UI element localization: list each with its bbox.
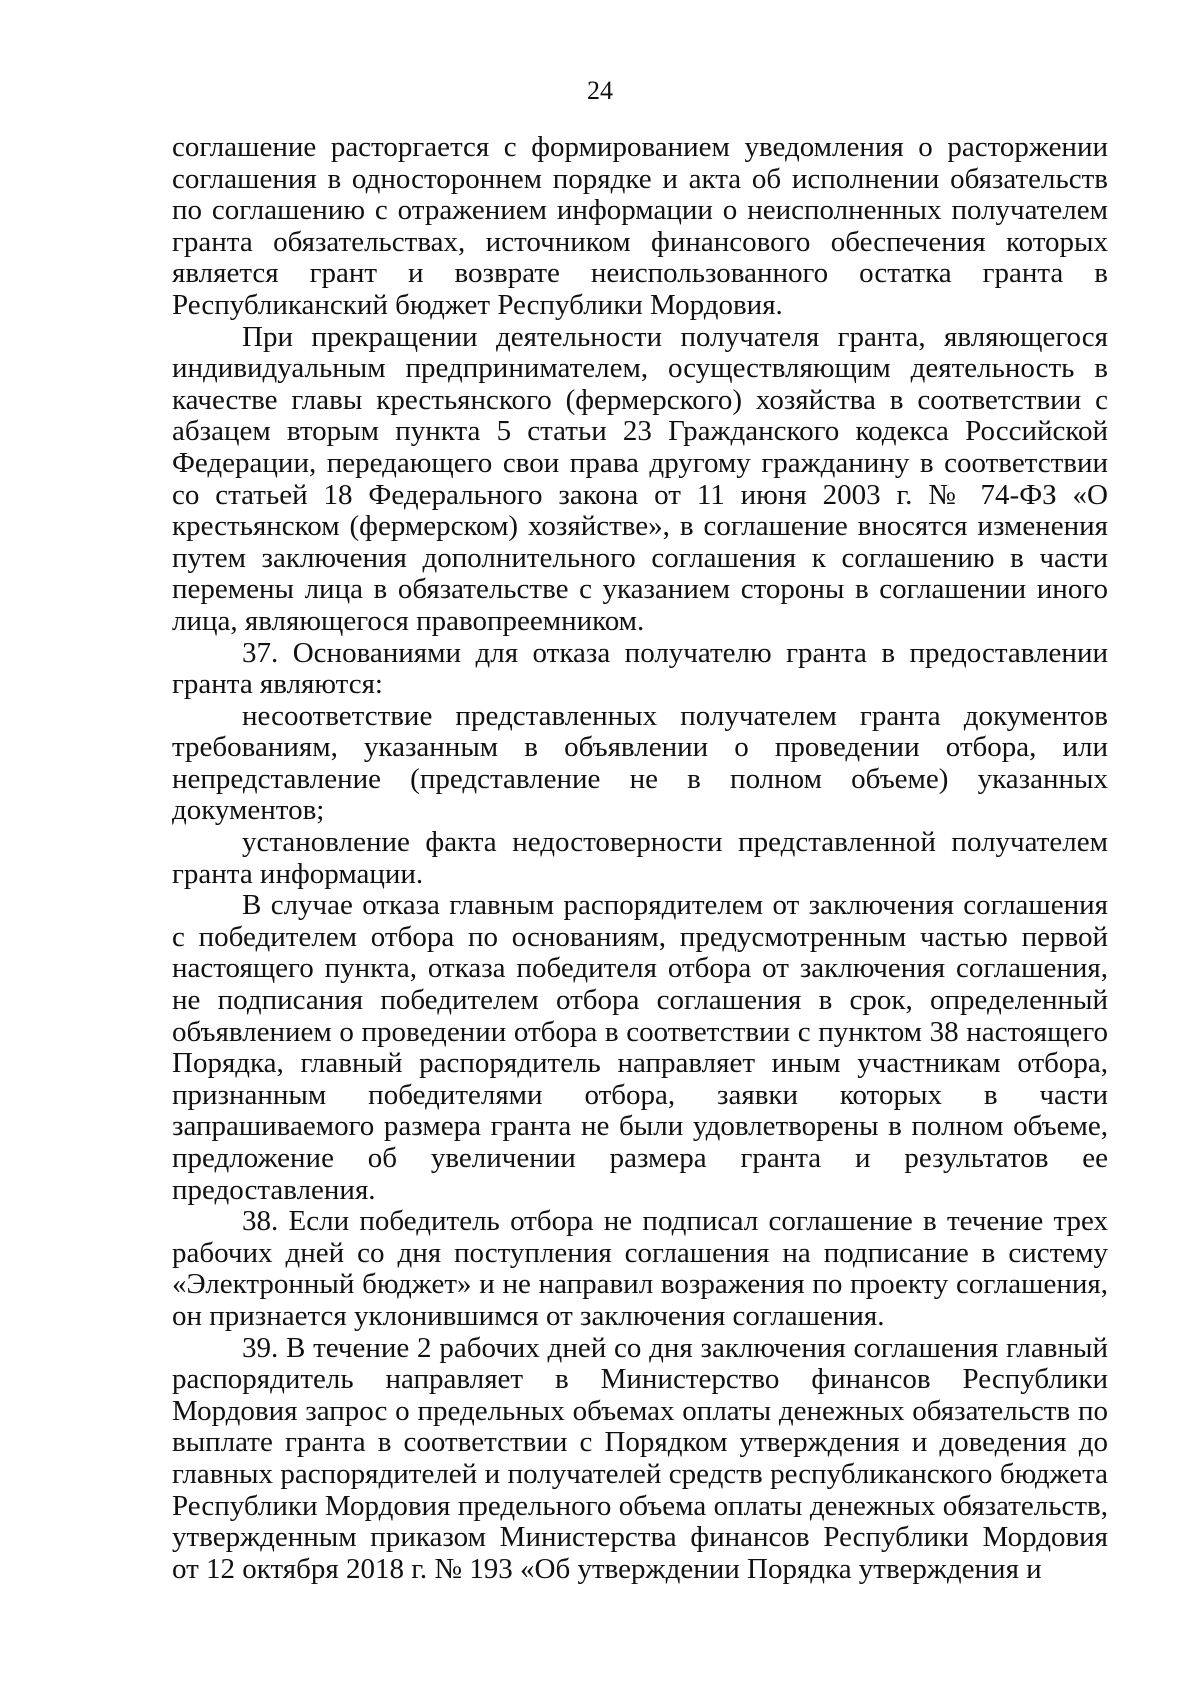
paragraph-item-39-payment-limits: 39. В течение 2 рабочих дней со дня заключения соглашения главный распорядитель направляет в Министерство финансов Республики Мордовия запрос о предельных объемах оплаты денежных обязательств по выплате гранта в соответствии с Порядком утверждения и доведения до главных распорядителей и получателей средств республиканского бюджета Республики Мордовия предельного объема оплаты денежных обязательств, утвержденным приказом Министерства финансов Республики Мордовия от 12 октября 2018 г. № 193 «Об утверждении Порядка утверждения и bbox=[172, 1331, 1108, 1585]
paragraph-refusal-other-participants: В случае отказа главным распорядителем от заключения соглашения с победителем отбора по основаниям, предусмотренным частью первой настоящего пункта, отказа победителя отбора от заключения соглашения, не подписания победителем отбора соглашения в срок, определенный объявлением о проведении отбора в соответствии с пунктом 38 настоящего Порядка, главный распорядитель направляет иным участникам отбора, признанным победителями отбора, заявки которых в части запрашиваемого размера гранта не были удовлетворены в полном объеме, предложение об увеличении размера гранта и результатов ее предоставления. bbox=[172, 889, 1108, 1206]
paragraph-item-37-refusal-grounds: 37. Основаниями для отказа получателю гранта в предоставлении гранта являются: bbox=[172, 636, 1108, 701]
paragraph-item-38-evasion: 38. Если победитель отбора не подписал соглашение в течение трех рабочих дней со дня поступления соглашения на подписание в систему «Электронный бюджет» и не направил возражения по проекту соглашения, он признается уклонившимся от заключения соглашения. bbox=[172, 1205, 1108, 1332]
paragraph-refusal-ground-documents: несоответствие представленных получателем гранта документов требованиям, указанным в объявлении о проведении отбора, или непредставление (представление не в полном объеме) указанных документов; bbox=[172, 699, 1108, 827]
paragraph-farm-head-succession: При прекращении деятельности получателя гранта, являющегося индивидуальным предпринимателем, осуществляющим деятельность в качестве главы крестьянского (фермерского) хозяйства в соответствии с абзацем вторым пункта 5 статьи 23 Гражданского кодекса Российской Федерации, передающего свои права другому гражданину в соответствии со статьей 18 Федерального закона от 11 июня 2003 г. № 74-ФЗ «О крестьянском (фермерском) хозяйстве», в соглашение вносятся изменения путем заключения дополнительного соглашения к соглашению в части перемены лица в обязательстве с указанием стороны в соглашении иного лица, являющегося правопреемником. bbox=[172, 320, 1108, 637]
page-number: 24 bbox=[587, 76, 613, 105]
document-body bbox=[172, 132, 1108, 1585]
paragraph-agreement-termination: соглашение расторгается с формированием уведомления о расторжении соглашения в одностороннем порядке и акта об исполнении обязательств по соглашению с отражением информации о неисполненных получателем гранта обязательствах, источником финансового обеспечения которых является грант и возврате неиспользованного остатка гранта в Республиканский бюджет Республики Мордовия. bbox=[172, 131, 1108, 321]
paragraph-refusal-ground-false-info: установление факта недостоверности представленной получателем гранта информации. bbox=[172, 826, 1108, 890]
